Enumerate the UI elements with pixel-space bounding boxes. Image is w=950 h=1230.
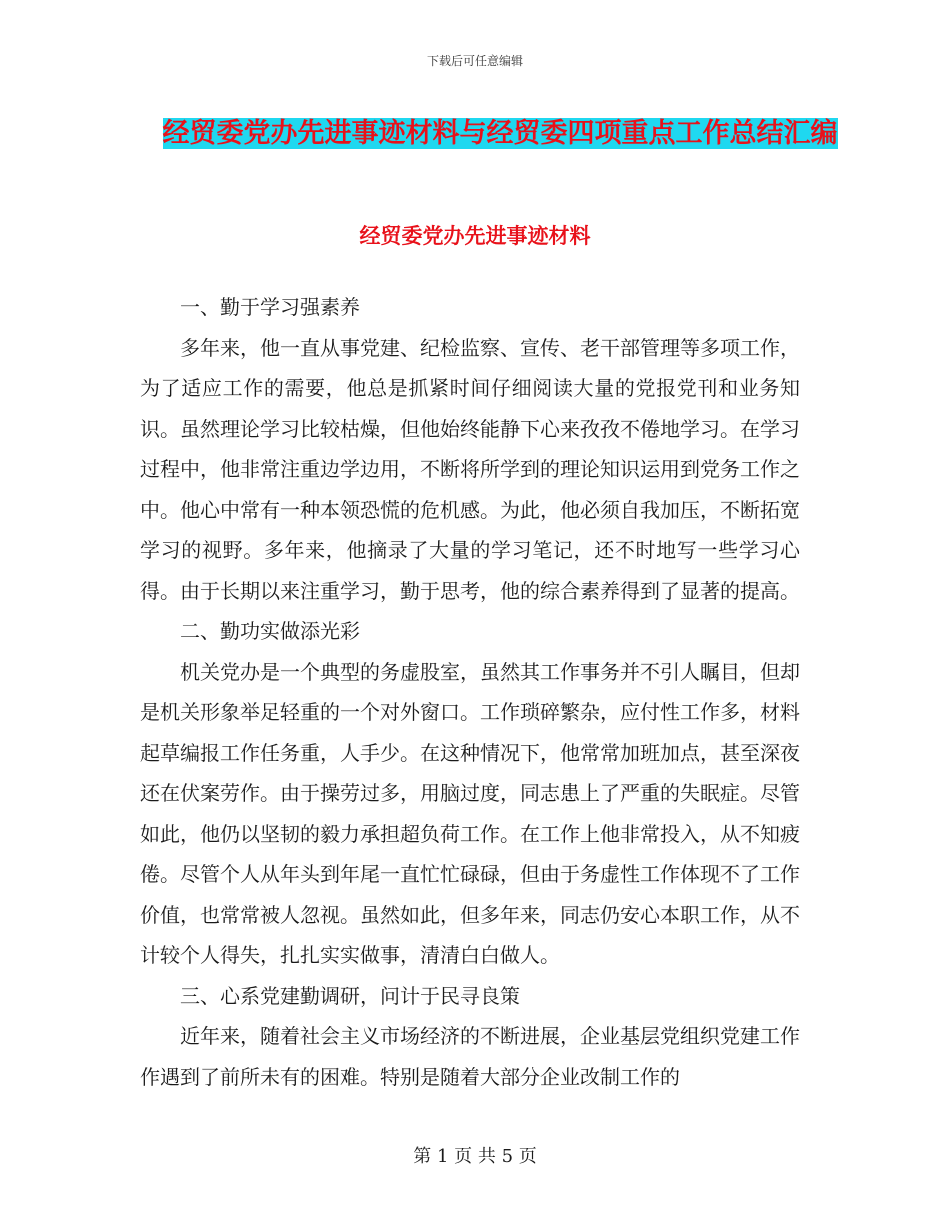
page-number: 第 1 页 共 5 页 <box>413 1146 537 1167</box>
section-title: 经贸委党办先进事迹材料 <box>359 224 591 248</box>
document-title <box>140 108 860 159</box>
body-paragraph: 机关党办是一个典型的务虚股室，虽然其工作事务并不引人瞩目，但却是机关形象举足轻重的一个对外窗口。工作琐碎繁杂，应付性工作多，材料起草编报工作任务重，人手少。在这种情况下，他常常加班加点，甚至深夜还在伏案劳作。由于操劳过多，用脑过度，同志患上了严重的失眠症。尽管如此，他仍以坚韧的毅力承担超负荷工作。在工作上他非常投入，从不知疲倦。尽管个人从年头到年尾一直忙忙碌碌，但由于务虚性工作体现不了工作价值，也常常被人忽视。虽然如此，但多年来，同志仍安心本职工作，从不计较个人得失，扎扎实实做事，清清白白做人。 <box>140 659 800 967</box>
heading-diligent-work: 二、勤功实做添光彩 <box>180 619 360 643</box>
heading-study: 一、勤于学习强素养 <box>180 295 360 319</box>
document-body <box>140 287 800 1097</box>
document-title-text: 经贸委党办先进事迹材料与经贸委四项重点工作总结汇编 <box>162 118 838 149</box>
heading-research: 三、心系党建勤调研，问计于民寻良策 <box>180 983 520 1008</box>
body-paragraph: 多年来，他一直从事党建、纪检监察、宣传、老干部管理等多项工作，为了适应工作的需要，他总是抓紧时间仔细阅读大量的党报党刊和业务知识。虽然理论学习比较枯燥，但他始终能静下心来孜孜不倦地学习。在学习过程中，他非常注重边学边用，不断将所学到的理论知识运用到党务工作之中。他心中常有一种本领恐慌的危机感。为此，他必须自我加压，不断拓宽学习的视野。多年来，他摘录了大量的学习笔记，还不时地写一些学习心得。由于长期以来注重学习，勤于思考，他的综合素养得到了显著的提高。 <box>140 335 800 603</box>
page-header-note: 下载后可任意编辑 <box>426 54 523 68</box>
body-paragraph: 近年来，随着社会主义市场经济的不断进展，企业基层党组织党建工作作遇到了前所未有的困难。特别是随着大部分企业改制工作的 <box>140 1024 800 1089</box>
